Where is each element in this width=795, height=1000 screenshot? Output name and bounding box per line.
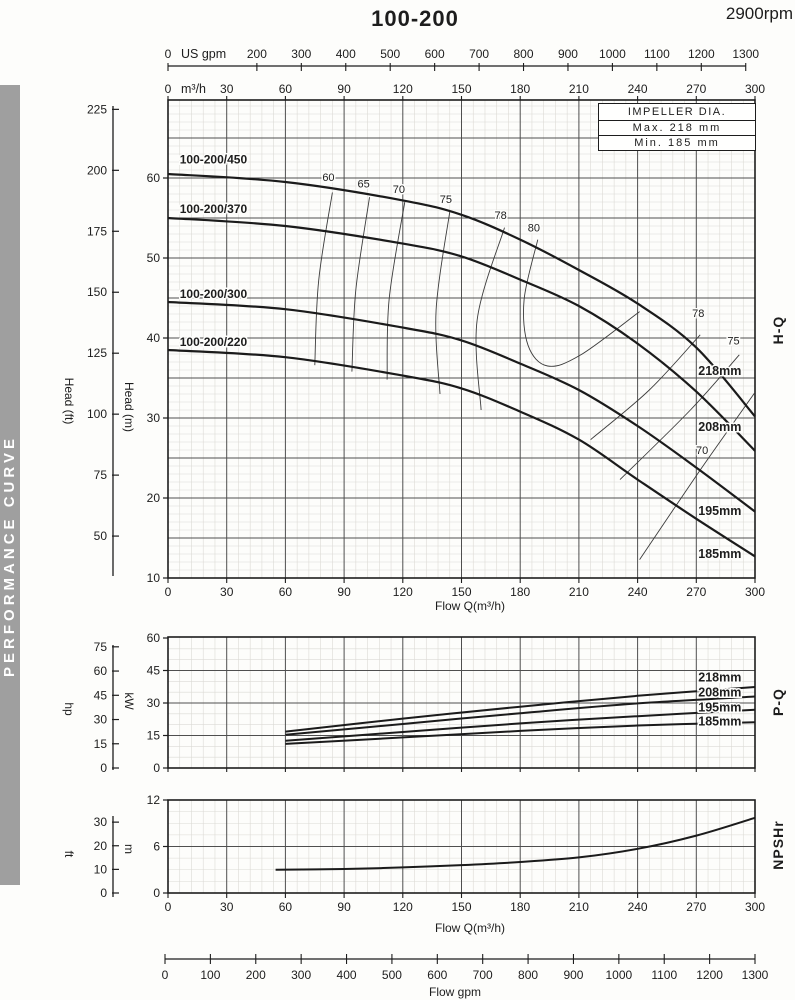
svg-text:80: 80 xyxy=(527,222,541,235)
svg-text:1100: 1100 xyxy=(651,968,678,982)
svg-text:208mm: 208mm xyxy=(698,685,742,700)
svg-text:185mm: 185mm xyxy=(698,714,742,729)
svg-text:180: 180 xyxy=(510,82,531,96)
svg-text:1200: 1200 xyxy=(687,47,715,61)
svg-text:0: 0 xyxy=(164,900,172,914)
svg-text:1300: 1300 xyxy=(741,968,769,982)
svg-text:270: 270 xyxy=(686,585,707,599)
svg-text:0: 0 xyxy=(153,886,160,900)
svg-text:218mm: 218mm xyxy=(698,363,742,378)
flow-label-npshr: Flow Q(m³/h) xyxy=(435,921,505,935)
page-title: 100-200 xyxy=(371,6,459,31)
flow-label-gpm: Flow gpm xyxy=(428,985,481,999)
svg-text:600: 600 xyxy=(424,47,445,61)
impeller-dia-box xyxy=(598,103,756,151)
svg-text:1300: 1300 xyxy=(732,47,760,61)
svg-text:240: 240 xyxy=(627,900,648,914)
svg-text:90: 90 xyxy=(337,82,351,96)
svg-text:225: 225 xyxy=(86,102,107,117)
svg-text:300: 300 xyxy=(291,47,312,61)
svg-text:400: 400 xyxy=(336,968,357,982)
svg-text:75: 75 xyxy=(93,468,107,483)
svg-text:75: 75 xyxy=(439,193,452,206)
axis-label-m: m xyxy=(122,844,136,854)
svg-text:78: 78 xyxy=(494,209,507,222)
svg-text:210: 210 xyxy=(568,82,589,96)
svg-text:45: 45 xyxy=(93,688,107,703)
axis-label-kw: kW xyxy=(122,692,136,710)
svg-text:30: 30 xyxy=(220,82,234,96)
svg-text:1000: 1000 xyxy=(605,968,633,982)
svg-text:218mm: 218mm xyxy=(698,670,742,685)
svg-text:150: 150 xyxy=(451,82,472,96)
svg-text:150: 150 xyxy=(451,900,472,914)
svg-text:195mm: 195mm xyxy=(698,700,742,715)
svg-text:300: 300 xyxy=(744,82,766,96)
rpm-label: 2900rpm xyxy=(725,4,793,23)
axis-label-head-ft: Head (ft) xyxy=(62,377,76,425)
svg-text:600: 600 xyxy=(427,968,448,982)
svg-text:270: 270 xyxy=(686,900,707,914)
svg-text:50: 50 xyxy=(146,251,160,265)
svg-text:180: 180 xyxy=(510,585,531,599)
svg-text:12: 12 xyxy=(146,793,160,807)
svg-text:120: 120 xyxy=(392,82,413,96)
svg-text:10: 10 xyxy=(146,571,160,585)
npshr-chart xyxy=(168,800,755,893)
svg-text:60: 60 xyxy=(146,171,160,185)
svg-text:240: 240 xyxy=(627,585,648,599)
svg-text:30: 30 xyxy=(220,900,234,914)
svg-text:78: 78 xyxy=(692,308,705,321)
svg-text:150: 150 xyxy=(451,585,472,599)
svg-text:0: 0 xyxy=(164,47,172,61)
impeller-dia-min: Min. 185 mm xyxy=(599,135,755,150)
svg-text:US gpm: US gpm xyxy=(181,47,227,61)
svg-text:100: 100 xyxy=(200,968,221,982)
svg-text:40: 40 xyxy=(146,331,160,345)
svg-text:200: 200 xyxy=(245,968,266,982)
svg-text:100-200/450: 100-200/450 xyxy=(179,152,248,167)
svg-text:0: 0 xyxy=(100,761,107,775)
flow-label-hq: Flow Q(m³/h) xyxy=(435,599,505,613)
svg-text:30: 30 xyxy=(93,815,107,830)
svg-text:50: 50 xyxy=(93,529,107,544)
svg-text:150: 150 xyxy=(86,285,107,300)
svg-text:240: 240 xyxy=(627,82,648,96)
svg-text:700: 700 xyxy=(472,968,493,982)
svg-text:300: 300 xyxy=(291,968,312,982)
hq-bottom-axis xyxy=(165,578,766,599)
axis-label-hq: H-Q xyxy=(770,315,786,345)
svg-text:70: 70 xyxy=(392,184,406,197)
svg-text:90: 90 xyxy=(337,585,351,599)
svg-text:800: 800 xyxy=(518,968,539,982)
svg-text:90: 90 xyxy=(337,900,351,914)
hq-chart xyxy=(168,100,755,578)
bottom-gpm-axis xyxy=(162,954,769,982)
svg-text:75: 75 xyxy=(93,639,107,654)
svg-text:200: 200 xyxy=(86,163,107,178)
hq-efficiency-contours xyxy=(315,172,755,559)
svg-text:200: 200 xyxy=(246,47,267,61)
svg-text:100-200/370: 100-200/370 xyxy=(179,202,248,217)
svg-text:175: 175 xyxy=(86,224,107,239)
svg-text:300: 300 xyxy=(744,900,766,914)
svg-text:45: 45 xyxy=(146,663,160,678)
svg-text:185mm: 185mm xyxy=(698,547,742,561)
svg-text:60: 60 xyxy=(278,900,293,914)
svg-text:m³/h: m³/h xyxy=(181,82,206,96)
svg-text:195mm: 195mm xyxy=(698,503,742,518)
svg-text:0: 0 xyxy=(161,968,169,982)
svg-text:10: 10 xyxy=(93,862,107,877)
svg-text:0: 0 xyxy=(164,82,172,96)
svg-text:100-200/300: 100-200/300 xyxy=(179,287,248,301)
svg-text:65: 65 xyxy=(357,178,370,191)
svg-text:120: 120 xyxy=(392,585,413,599)
svg-text:0: 0 xyxy=(153,761,160,775)
axis-label-ft: ft xyxy=(62,850,76,858)
svg-text:0: 0 xyxy=(164,585,172,599)
svg-text:75: 75 xyxy=(727,335,740,348)
svg-text:30: 30 xyxy=(220,585,234,599)
svg-text:60: 60 xyxy=(278,82,293,96)
svg-text:30: 30 xyxy=(146,695,160,710)
svg-text:400: 400 xyxy=(335,47,356,61)
svg-text:30: 30 xyxy=(93,712,107,727)
svg-text:15: 15 xyxy=(93,736,107,751)
impeller-dia-max: Max. 218 mm xyxy=(599,120,755,135)
npshr-bottom-axis xyxy=(165,893,766,914)
svg-text:60: 60 xyxy=(322,172,335,185)
svg-text:30: 30 xyxy=(146,411,160,425)
svg-text:800: 800 xyxy=(513,47,534,61)
axis-label-hp: hp xyxy=(62,702,76,716)
svg-text:1100: 1100 xyxy=(643,47,670,61)
axis-label-head-m: Head (m) xyxy=(122,381,136,432)
svg-text:0: 0 xyxy=(100,886,107,900)
svg-text:210: 210 xyxy=(568,585,589,599)
svg-text:70: 70 xyxy=(696,445,709,457)
svg-text:270: 270 xyxy=(686,82,707,96)
svg-text:180: 180 xyxy=(510,900,531,914)
svg-text:6: 6 xyxy=(153,839,160,854)
sidebar-label: PERFORMANCE CURVE xyxy=(1,435,18,677)
axis-label-npshr: NPSHr xyxy=(770,820,786,870)
hq-left-axes xyxy=(87,102,168,585)
svg-text:900: 900 xyxy=(557,47,578,61)
npshr-curve xyxy=(276,818,755,870)
svg-text:700: 700 xyxy=(469,47,490,61)
svg-text:100-200/220: 100-200/220 xyxy=(179,335,248,349)
svg-text:125: 125 xyxy=(86,346,107,361)
svg-text:20: 20 xyxy=(93,838,107,853)
svg-text:1200: 1200 xyxy=(696,968,723,982)
svg-text:300: 300 xyxy=(744,585,766,599)
svg-text:20: 20 xyxy=(146,491,160,505)
svg-text:60: 60 xyxy=(93,664,107,679)
hq-top-m3h-axis xyxy=(165,82,766,100)
svg-text:500: 500 xyxy=(381,968,402,982)
hq-top-gpm-axis xyxy=(165,47,760,71)
axis-label-pq: P-Q xyxy=(770,688,786,716)
svg-text:900: 900 xyxy=(563,968,584,982)
impeller-dia-header: IMPELLER DIA. xyxy=(627,106,727,118)
svg-text:60: 60 xyxy=(146,630,160,645)
svg-text:15: 15 xyxy=(146,728,160,743)
svg-text:1000: 1000 xyxy=(599,47,626,61)
svg-text:100: 100 xyxy=(86,407,107,422)
svg-text:60: 60 xyxy=(278,585,293,599)
svg-text:208mm: 208mm xyxy=(698,419,742,434)
svg-text:210: 210 xyxy=(568,900,589,914)
svg-text:120: 120 xyxy=(392,900,413,914)
svg-text:500: 500 xyxy=(380,47,401,61)
